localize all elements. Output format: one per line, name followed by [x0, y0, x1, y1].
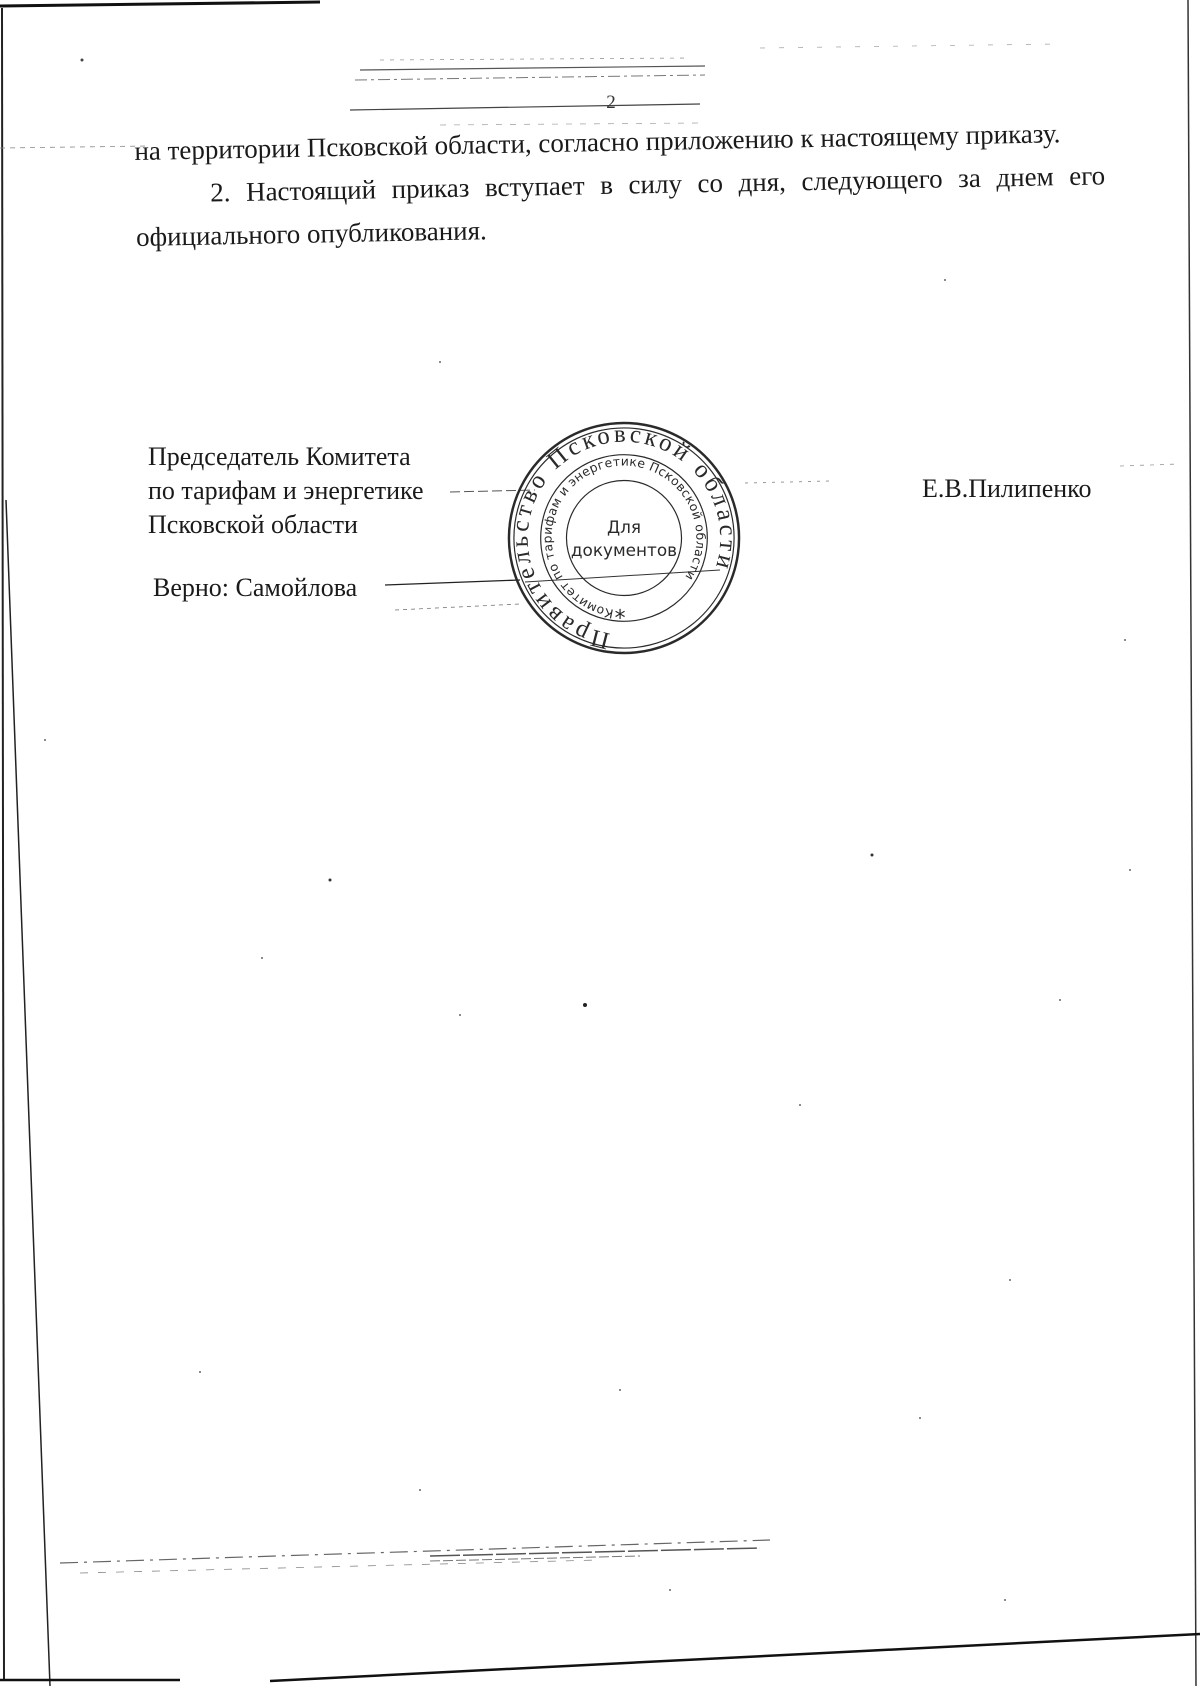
- official-stamp: [505, 419, 743, 657]
- position-line-2: по тарифам и энергетике: [148, 476, 424, 505]
- paragraph-2: 2. Настоящий приказ вступает в силу со дня, следующего за днем его официального опубликования.: [135, 160, 1106, 252]
- certified-copy: Верно: Самойлова: [153, 573, 358, 602]
- body-text: [134, 111, 1106, 259]
- stamp-center-line-2: документов: [570, 539, 678, 560]
- position-line-1: Председатель Комитета: [148, 442, 411, 471]
- stamp-star: *: [614, 606, 626, 632]
- stamp-inner-text: Комитет по тарифам и энергетике Псковской области: [539, 453, 709, 622]
- position-line-3: Псковской области: [148, 510, 358, 539]
- stamp-outer-text: Правительство Псковской области: [506, 420, 742, 655]
- signer-name: Е.В.Пилипенко: [922, 474, 1092, 503]
- page-number: 2: [606, 92, 616, 113]
- signature-position: [148, 440, 424, 542]
- stamp-center-line-1: Для: [606, 517, 642, 538]
- paragraph-1: на территории Псковской области, согласно приложению к настоящему приказу.: [134, 118, 1061, 166]
